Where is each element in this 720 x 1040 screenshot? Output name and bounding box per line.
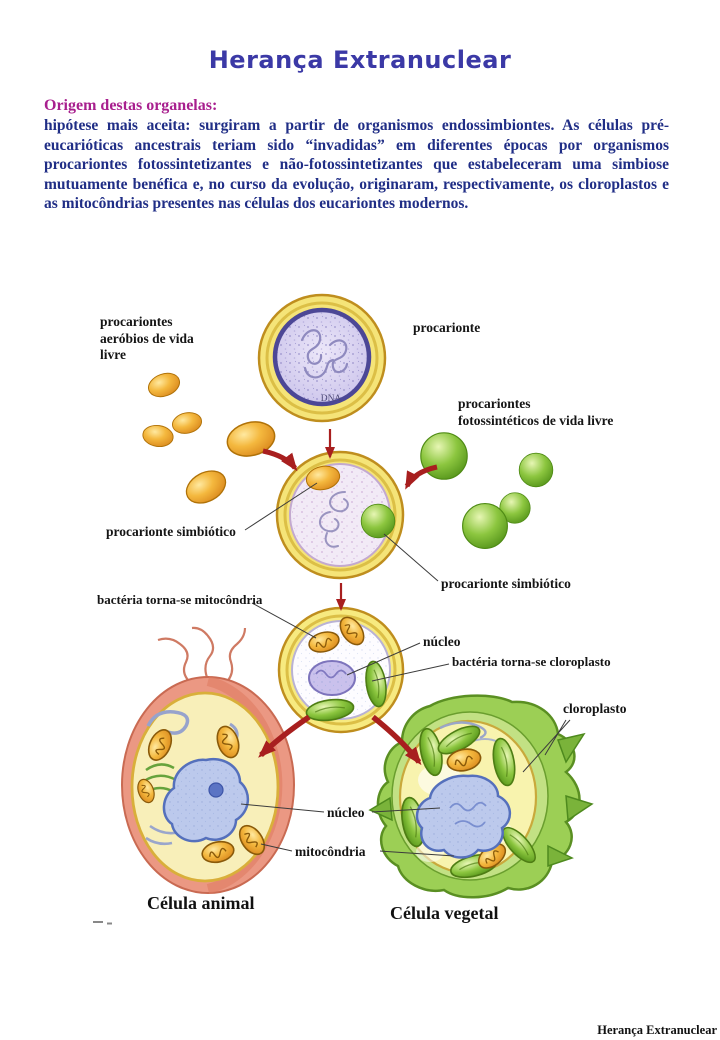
dna-label: DNA xyxy=(320,394,342,404)
label-symbiotic-left: procarionte simbiótico xyxy=(106,524,236,539)
ancestral-cell xyxy=(259,295,385,421)
page-title: Herança Extranuclear xyxy=(208,46,512,75)
caption-animal-cell: Célula animal xyxy=(147,893,255,913)
host-cell-with-symbionts xyxy=(277,452,403,578)
body-paragraph: hipótese mais aceita: surgiram a partir de organismos endossimbiontes. As células pré-eucarióticas ancestrais teriam sido “invadidas” em diferentes épocas por organismos procariontes fotossintetizantes e não-fotossintetizantes que estabeleceram uma simbiose mutuamente benéfica e, no curso da evolução, originaram, respectivamente, os cloroplastos e as mitocôndrias presentes nas células dos eucariontes modernos. xyxy=(44,117,669,213)
label-free-aerobic: procariontes aeróbios de vida livre xyxy=(100,314,194,362)
proto-eukaryote-cell xyxy=(279,608,403,732)
section-heading: Origem destas organelas: xyxy=(44,97,218,114)
label-bacteria-becomes-chloroplast: bactéria torna-se cloroplasto xyxy=(452,654,611,669)
label-free-photosynthetic: procariontes fotossintéticos de vida livre xyxy=(458,396,614,428)
label-chloroplast: cloroplasto xyxy=(563,701,627,716)
flagellum xyxy=(158,639,192,684)
label-bacteria-becomes-mitochondria: bactéria torna-se mitocôndria xyxy=(97,592,263,607)
label-symbiotic-right: procarionte simbiótico xyxy=(441,576,571,591)
free-photosynthetic-prokaryotes xyxy=(421,433,553,549)
label-nucleus-mid: núcleo xyxy=(423,634,461,649)
label-mitochondria-bottom: mitocôndria xyxy=(295,844,366,859)
footer-title: Herança Extranuclear xyxy=(597,1023,717,1037)
caption-plant-cell: Célula vegetal xyxy=(390,903,499,923)
label-nucleus-bottom: núcleo xyxy=(327,805,365,820)
plant-cell xyxy=(370,696,592,898)
nucleolus xyxy=(209,783,223,797)
flagellum xyxy=(225,628,245,684)
animal-cell xyxy=(122,628,294,893)
flagellum xyxy=(192,628,213,680)
label-procarionte: procarionte xyxy=(413,320,481,335)
free-aerobic-prokaryotes xyxy=(141,369,278,509)
